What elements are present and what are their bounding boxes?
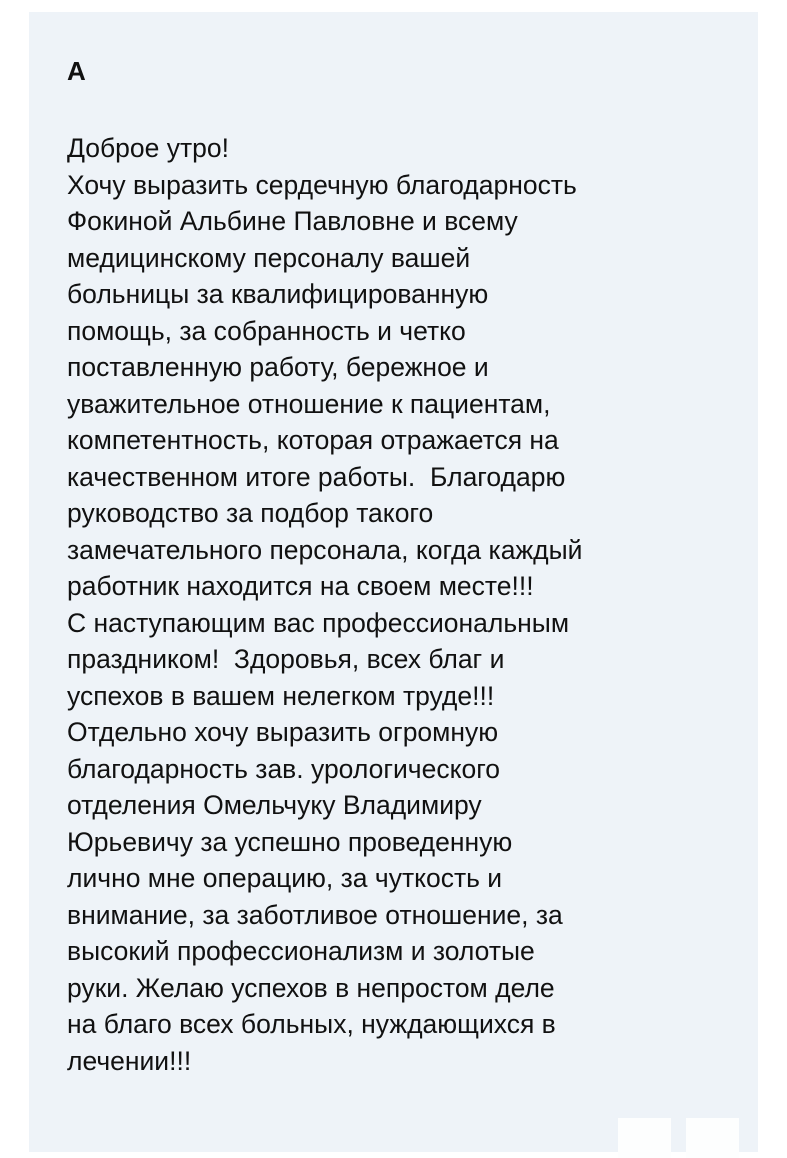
message-line: поставленную работу, бережное и [67,352,489,382]
message-line: С наступающим вас профессиональным [67,607,570,638]
message-line: внимание, за заботливое отношение, за [67,899,563,930]
message-line: работник находится на своем месте!!! [67,571,534,601]
message-line: Отдельно хочу выразить огромную [67,717,499,747]
message-line: Фокиной Альбине Павловне и всему [67,206,518,236]
message-line: высокий профессионализм и золотые [67,936,535,966]
message-line: благодарность зав. урологического [67,753,501,784]
message-line: Доброе утро! [67,133,229,163]
message-line: руки. Желаю успехов в непростом деле [67,972,555,1003]
message-line: компетентность, которая отражается на [67,425,559,455]
message-line: качественном итоге работы. Благодарю [67,461,566,492]
message-line: замечательного персонала, когда каждый [67,534,583,565]
message-card [29,12,758,1152]
message-line: Хочу выразить сердечную благодарность [67,169,577,200]
message-line: лично мне операцию, за чуткость и [67,863,503,893]
message-line: отделения Омельчуку Владимиру [67,790,482,820]
message-line: праздником! Здоровья, всех благ и [67,644,505,674]
message-line: руководство за подбор такого [67,498,434,528]
message-line: успехов в вашем нелегком труде!!! [67,680,495,711]
message-line: лечении!!! [67,1045,192,1076]
message-line: уважительное отношение к пациентам, [67,388,551,419]
message-line: Юрьевичу за успешно проведенную [67,826,513,857]
action-button[interactable] [618,1118,671,1158]
message-line: медицинскому персоналу вашей [67,242,471,273]
sender-initial: А [67,56,86,86]
message-line: на благо всех больных, нуждающихся в [67,1009,556,1039]
message-line: больницы за квалифицированную [67,279,489,309]
action-button[interactable] [686,1118,739,1158]
message-body [67,130,582,1079]
message-line: помощь, за собранность и четко [67,315,466,346]
